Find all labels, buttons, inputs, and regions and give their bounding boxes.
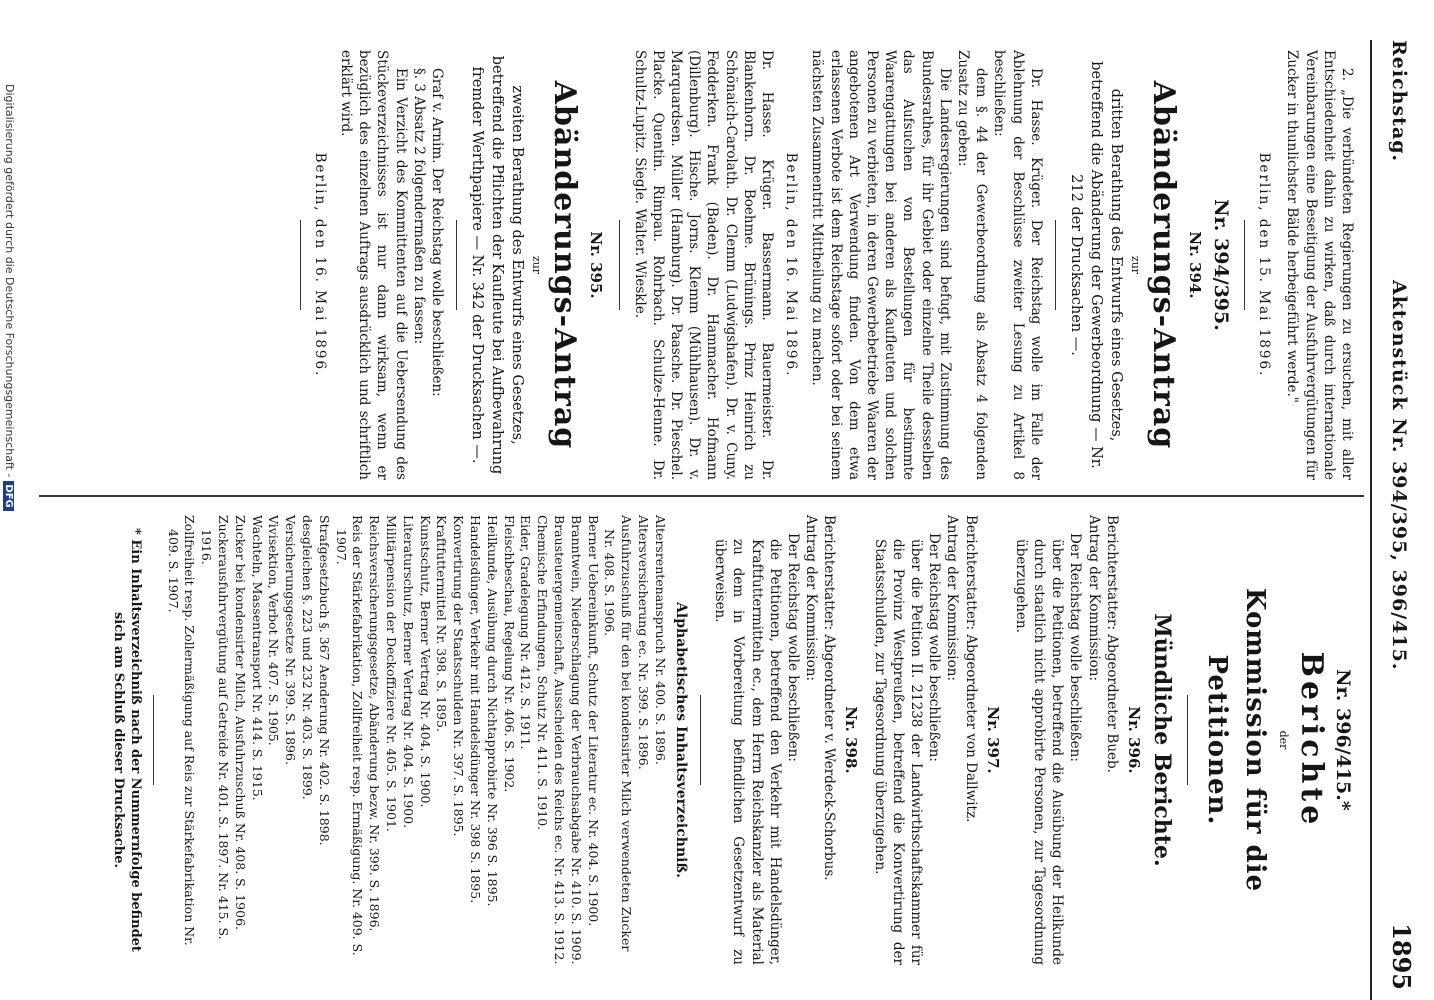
body-395-c: Ein Verzicht des Kommittenten auf die Uebersendung des Stückeverzeichnisses ist nur dann wirksam, wenn er bezüglich des einzelnen Auftrags ausdrücklich und schriftlich erklärt wird.: [338, 50, 409, 480]
report-397-b: Antrag der Kommission:: [944, 515, 961, 681]
index-entry: Ausfuhrzuschuß für den bei kondensirter Milch verwendeten Zucker Nr. 408. S. 1906.: [602, 515, 635, 952]
report-396-c: Der Reichstag wolle beschließen:: [1067, 533, 1084, 762]
intro-item: 2. „Die verbündeten Regierungen zu ersuchen, mit aller Entschiedenheit dahin zu wirken, daß durch internationale Vereinbarungen eine Beseitigung der Ausfuhrvergütungen für Zucker in thunlichster Bälde herbeigeführt werde.": [1284, 50, 1355, 480]
report-398-c: Der Reichstag wolle beschließen:: [784, 533, 801, 762]
body-395-b: §. 3 Absatz 2 folgendermaßen zu fassen:: [410, 68, 427, 345]
page-header: [1370, 40, 1422, 1000]
muendliche-berichte: Mündliche Berichte.: [1148, 613, 1175, 867]
index-entry: Eider, Gradelegung Nr. 412. S. 1911.: [518, 515, 534, 750]
index-list: [164, 515, 668, 965]
index-entry: Chemische Erfindungen, Schutz Nr. 411. S. 1910.: [535, 515, 551, 831]
description-395: zweiten Berathung des Entwurfs eines Gesetzes, betreffend die Pflichten der Kaufleute bei Aufbewahrung fremder Werthpapiere — Nr. 342 der Drucksachen —.: [469, 55, 526, 475]
index-entry: Versicherungsgesetze Nr. 399. S. 1896.: [283, 515, 299, 765]
digitization-text: Digitalisierung gefördert durch die Deutsche Forschungsgemeinschaft -: [3, 84, 16, 478]
report-396-d: über die Petitionen, betreffend die Ausübung der Heilkunde durch staatlich nicht approbirte Personen, zur Tagesordnung überzugehen.: [1012, 539, 1066, 965]
page-number: 1895: [1387, 923, 1416, 990]
description-394: dritten Berathung des Entwurfs eines Gesetzes, betreffend die Abänderung der Gewerbeordnung — Nr. 212 der Drucksachen —.: [1067, 61, 1124, 469]
report-397-d: über die Petition II. 21238 der Landwirthschaftskammer für die Provinz Westpreußen, betreffend die Konvertirung der Staatsschulden, zur Tagesordnung überzugehen.: [871, 539, 924, 965]
divider: [1244, 220, 1245, 310]
intro-date: Berlin, den 15. Mai 1896.: [1256, 152, 1273, 378]
body-395-a: Graf v. Arnim. Der Reichstag wolle beschließen:: [429, 68, 446, 397]
body-394-b: dem §. 44 der Gewerbeordnung als Absatz 4 folgenden Zusatz zu geben:: [954, 50, 990, 480]
divider: [153, 695, 154, 785]
index-entry: desgleichen §. 223 und 232 Nr. 403. S. 1899.: [300, 515, 315, 800]
index-entry: Reis der Stärkefabrikation, Zollfreiheit resp. Ermäßigung. Nr. 409. S. 1907.: [333, 515, 366, 956]
divider: [1055, 220, 1056, 310]
number-394: Nr. 394.: [1185, 231, 1204, 299]
zur-394: zur: [1128, 255, 1142, 275]
index-entry: Handelsdünger, Verkehr mit Handelsdünger Nr. 398 S. 1895.: [467, 515, 483, 904]
index-entry: Reichsversicherungsgesetze, Abänderung bezw. Nr. 399. S. 1896.: [367, 515, 383, 932]
footnote: * Ein Inhaltsverzeichniß nach der Nummernfolge befindet sich am Schluß dieser Drucksache.: [111, 528, 143, 952]
body-394-a: Dr. Hasse. Krüger. Der Reichstag wolle im Falle der Ablehnung der Beschlüsse zweiter Lesung zu Artikel 8 beschließen:: [991, 50, 1044, 480]
section-number-394-395: Nr. 394/395.: [1209, 199, 1232, 331]
index-entry: Konvertirung der Staatsschulden Nr. 397. S. 1895.: [451, 515, 467, 837]
divider: [700, 695, 701, 785]
date-394: Berlin, den 16. Mai 1896.: [783, 152, 800, 378]
signers-394: Dr. Hasse. Krüger. Bassermann. Bauermeister. Dr. Blankenhorn. Dr. Boehme. Brünings. Prinz Heinrich zu Schönaich-Carolath. Dr. Clemm (Ludwigshafen). Dr. v. Cuny. Fedderken. Frank (Baden). Dr. Hammacher. Hofmann (Dillenburg). Hische. Jorns. Klemm (Mühlhausen). Dr. v. Marquardsen. Müller (Hamburg). Dr. Paasche. Dr. Pieschel. Placke. Quentin. Rimpau. Rohrbach. Schulze-Henne. Dr. Schultz-Lupitz. Siegle. Walter. Wieskle.: [631, 50, 775, 480]
report-397-c: Der Reichstag wolle beschließen:: [926, 533, 943, 762]
index-entry: Zuckerausfuhrvergütung auf Getreide Nr. 401. S. 1897. Nr. 415. S. 1916.: [199, 515, 232, 940]
divider: [619, 220, 620, 310]
report-398-b: Antrag der Kommission:: [803, 515, 820, 681]
header-reichstag: Reichstag.: [1388, 40, 1410, 163]
index-entry: Heilkunde, Ausübung durch Nichtapprobirte Nr. 396 S. 1895.: [484, 515, 500, 907]
digitization-note: [3, 84, 16, 511]
index-title: Alphabetisches Inhaltsverzeichniß.: [672, 602, 689, 878]
index-entry: Altersversicherung ec. Nr. 399. S. 1896.: [635, 515, 651, 770]
index-entry: Zucker bei kondensirter Milch, Ausfuhrzuschuß Nr. 408. S. 1906.: [232, 515, 248, 930]
zur-395: zur: [530, 255, 544, 275]
index-entry: Vivisektion, Verbot Nr. 407. S. 1905.: [266, 515, 282, 746]
divider: [1187, 695, 1188, 785]
index-entry: Altersrentenanspruch Nr. 400. S. 1896.: [652, 515, 668, 765]
report-396-b: Antrag der Kommission:: [1085, 515, 1102, 681]
number-396: Nr. 396.: [1124, 706, 1143, 774]
index-entry: Wachteln, Massentransport Nr. 414. S. 1915.: [249, 515, 265, 801]
der-label: der: [1277, 730, 1290, 750]
index-entry: Zollfreiheit resp. Zollermäßigung auf Reis zur Stärkefabrikation Nr. 409. S. 1907.: [165, 515, 198, 946]
report-398-a: Berichterstatter: Abgeordneter v. Werdeck-Schorbus.: [821, 515, 838, 881]
header-aktenstueck: Aktenstück Nr. 394/395, 396/415.: [1388, 280, 1410, 671]
number-395: Nr. 395.: [587, 231, 606, 299]
berichte-title: Berichte: [1294, 651, 1329, 829]
report-398-d: die Petitionen, betreffend den Verkehr mit Handelsdünger, Kraftfuttermitteln ec., dem Herrn Reichskanzler als Material zu dem in Vorbereitung befindlichen Gesetzentwurf zu überweisen.: [712, 539, 783, 965]
divider: [300, 220, 301, 310]
report-397-a: Berichterstatter: Abgeordneter von Dallwitz.: [962, 515, 979, 823]
report-396-a: Berichterstatter: Abgeordneter Bueb.: [1103, 515, 1120, 773]
index-entry: Strafgesetzbuch §. 367 Aenderung Nr. 402. S. 1898.: [316, 515, 332, 846]
index-entry: Militärpension der Deckoffiziere Nr. 405. S. 1901.: [383, 515, 399, 832]
index-entry: Kraftfuttermittel Nr. 398. S. 1895.: [434, 515, 450, 732]
divider: [456, 220, 457, 310]
title-395: Abänderungs-Antrag: [547, 80, 583, 450]
dfg-logo: DFG: [3, 481, 14, 510]
index-entry: Fleischbeschau, Regelung Nr. 406. S. 1902.: [501, 515, 517, 793]
number-398: Nr. 398.: [842, 706, 861, 774]
date-395: Berlin, den 16. Mai 1896.: [311, 152, 328, 378]
index-entry: Branntwein, Niederschlagung der Verbrauchsabgabe Nr. 410. S. 1909.: [568, 515, 584, 965]
number-397: Nr. 397.: [983, 706, 1002, 774]
section-number-396-415: Nr. 396/415.*: [1332, 669, 1354, 811]
index-entry: Literaturschutz, Berner Vertrag Nr. 404. S. 1900.: [400, 515, 416, 829]
right-column: [109, 515, 1356, 965]
index-entry: Brausteuergemeinschaft, Ausscheiden des Reichs ec. Nr. 413. S. 1912.: [551, 515, 567, 965]
body-394-c: Die Landesregierungen sind befugt, mit Zustimmung des Bundesrathes, für ihr Gebiet oder einzelne Theile desselben das Aufsuchen von Bestellungen für bestimmte Waarengattungen bei anderen als Kaufleuten und solchen Personen zu verbieten, in deren Gewerbebetriebe Waaren der angebotenen Art Verwendung finden. Von dem etwa erlassenen Verbote ist dem Reichstage sofort oder bei seinem nächsten Zusammentritt Mittheilung zu machen.: [809, 50, 953, 480]
column-divider: [39, 495, 1364, 497]
kommission-title: Kommission für die Petitionen.: [1201, 587, 1270, 893]
left-column: [290, 50, 1356, 480]
index-entry: Berner Uebereinkunft, Schutz der Literatur ec. Nr. 404. S. 1900.: [585, 515, 601, 927]
index-entry: Kunstschutz, Berner Vertrag Nr. 404. S. 1900.: [417, 515, 433, 808]
title-394: Abänderungs-Antrag: [1145, 80, 1181, 450]
